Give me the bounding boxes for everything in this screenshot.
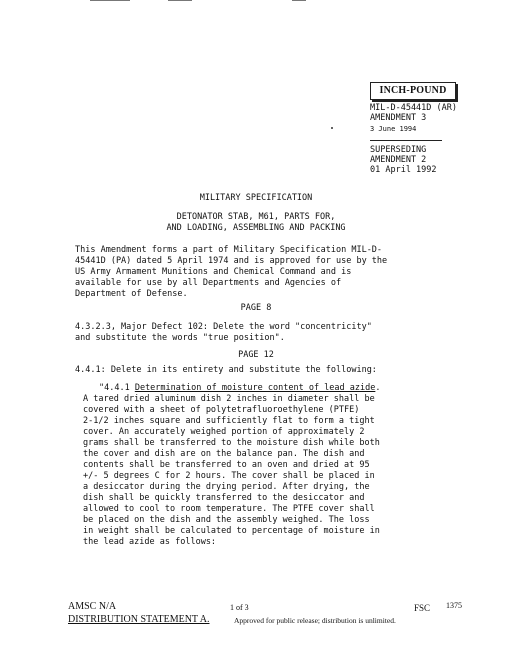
text-line: Department of Defense. [75,289,188,299]
document-header-block [370,103,508,176]
superseding-label: SUPERSEDING [370,144,427,155]
page-12-heading: PAGE 12 [238,350,274,360]
approval-note: Approved for public release; distribution is unlimited. [234,616,396,625]
top-scan-mark [292,0,306,1]
fsc-label: FSC [414,603,431,613]
text-line: 45441D (PA) dated 5 April 1974 and is approved for use by the [75,256,388,266]
paragraph-4-3-2-3 [75,322,372,344]
text-line: A tared dried aluminum dish 2 inches in diameter shall be [83,394,375,404]
amendment-date: 3 June 1994 [370,124,417,133]
text-line: contents shall be transferred to an oven and dried at 95 [83,460,370,470]
top-scan-mark [90,0,130,1]
text-line: allowed to cool to room temperature. The PTFE cover shall [83,504,375,514]
superseded-amendment: AMENDMENT 2 [370,155,427,166]
text-line: 4.3.2.3, Major Defect 102: Delete the word "concentricity" [75,322,372,332]
spec-subject-line-1: DETONATOR STAB, M61, PARTS FOR, [176,212,336,222]
superseded-date: 01 April 1992 [370,165,437,176]
spec-title: MILITARY SPECIFICATION [199,193,313,203]
text-line: cover. An accurately weighed portion of approximately 2 [83,427,365,437]
text-line: covered with a sheet of polytetrafluoroethylene (PTFE) [83,405,360,415]
fsc-code: 1375 [446,601,462,610]
quote-title: Determination of moisture content of lead azide [134,383,376,393]
text-line: the cover and dish are on the balance pan. The dish and [83,449,365,459]
text-line: the lead azide as follows: [83,537,217,547]
spec-subject-line-2: AND LOADING, ASSEMBLING AND PACKING [166,223,346,233]
amendment-label: AMENDMENT 3 [370,113,427,124]
text-line: grams shall be transferred to the moisture dish while both [83,438,380,448]
top-scan-mark [168,0,192,1]
scan-speck [331,127,333,129]
text-line: dish shall be quickly transferred to the desiccator and [83,493,365,503]
text-line: a desiccator during the drying period. After drying, the [83,482,370,492]
distribution-statement: DISTRIBUTION STATEMENT A. [68,614,210,625]
inch-pound-stamp: INCH-POUND [370,82,456,100]
intro-paragraph [75,245,387,300]
document-id: MIL-D-45441D (AR) [370,103,457,113]
text-line: This Amendment forms a part of Military Specification MIL-D- [75,245,383,255]
header-divider [370,139,442,141]
text-line: be placed on the dish and the assembly weighed. The loss [83,515,370,525]
page-8-heading: PAGE 8 [240,303,272,313]
quoted-paragraph [83,383,380,548]
page-number: 1 of 3 [230,603,249,612]
quote-title-period: . [375,383,381,393]
text-line: available for use by all Departments and Agencies of [75,278,342,288]
text-line: in weight shall be calculated to percentage of moisture in [83,526,380,536]
quote-heading-line [83,383,380,394]
quote-number: "4.4.1 [99,383,135,393]
text-line: +/- 5 degrees C for 2 hours. The cover shall be placed in [83,471,375,481]
amsc-code: AMSC N/A [68,601,117,612]
paragraph-4-4-1: 4.4.1: Delete in its entirety and substitute the following: [75,365,377,375]
text-line: US Army Armament Munitions and Chemical Command and is [75,267,352,277]
text-line: and substitute the words "true position". [75,333,285,343]
text-line: 2-1/2 inches square and sufficiently flat to form a tight [83,416,375,426]
